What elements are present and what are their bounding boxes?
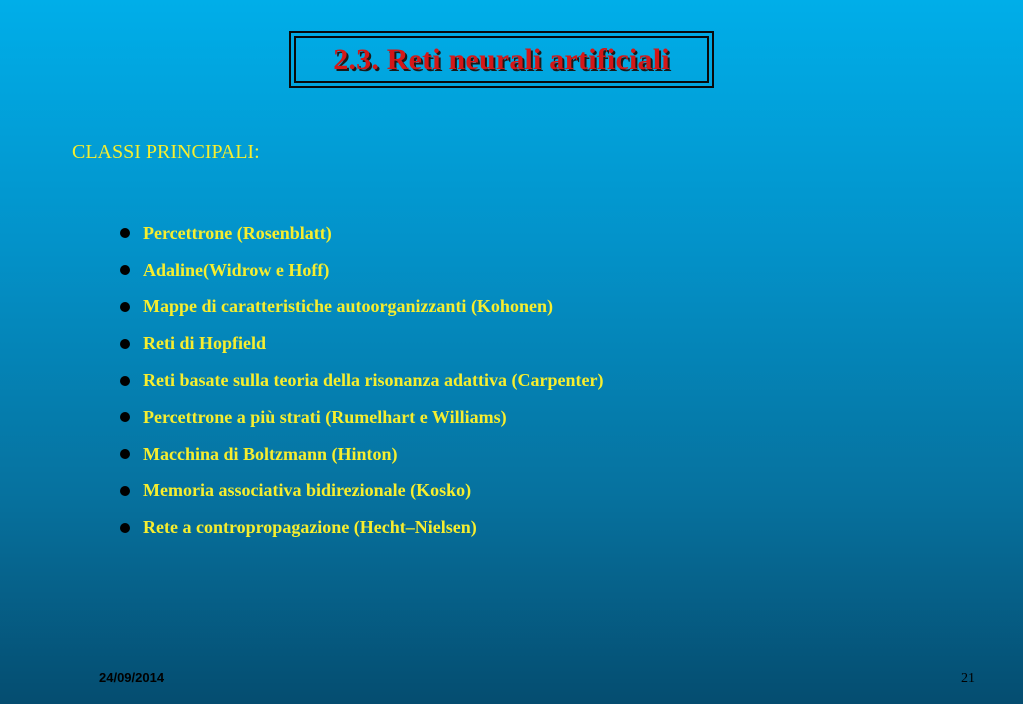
list-item-label: Adaline(Widrow e Hoff) — [143, 259, 330, 280]
bullet-icon — [120, 412, 130, 422]
list-item — [120, 509, 603, 546]
slide-title: 2.3. Reti neurali artificiali — [333, 42, 670, 76]
bullet-icon — [120, 523, 130, 533]
list-item — [120, 362, 603, 399]
list-item — [120, 436, 603, 473]
list-item — [120, 289, 603, 326]
list-item — [120, 325, 603, 362]
bullet-list — [120, 215, 603, 546]
bullet-icon — [120, 302, 130, 312]
list-item-label: Reti di Hopfield — [143, 333, 267, 354]
bullet-icon — [120, 376, 130, 386]
bullet-icon — [120, 265, 130, 275]
list-item — [120, 399, 603, 436]
bullet-icon — [120, 339, 130, 349]
bullet-icon — [120, 449, 130, 459]
list-item-label: Memoria associativa bidirezionale (Kosko) — [143, 480, 472, 501]
list-item-label: Reti basate sulla teoria della risonanza adattiva (Carpenter) — [143, 370, 604, 391]
list-item-label: Rete a contropropagazione (Hecht–Nielsen) — [143, 517, 477, 538]
list-item — [120, 215, 603, 252]
list-item-label: Percettrone a più strati (Rumelhart e Williams) — [143, 406, 507, 427]
slide-title-box — [289, 31, 714, 88]
list-item-label: Macchina di Boltzmann (Hinton) — [143, 443, 398, 464]
list-item-label: Percettrone (Rosenblatt) — [143, 222, 332, 243]
list-item — [120, 252, 603, 289]
bullet-icon — [120, 486, 130, 496]
bullet-icon — [120, 228, 130, 238]
list-item — [120, 473, 603, 510]
list-item-label: Mappe di caratteristiche autoorganizzanti (Kohonen) — [143, 296, 553, 317]
page-number: 21 — [961, 671, 975, 686]
footer-date: 24/09/2014 — [99, 670, 165, 685]
section-heading: CLASSI PRINCIPALI: — [72, 141, 260, 163]
